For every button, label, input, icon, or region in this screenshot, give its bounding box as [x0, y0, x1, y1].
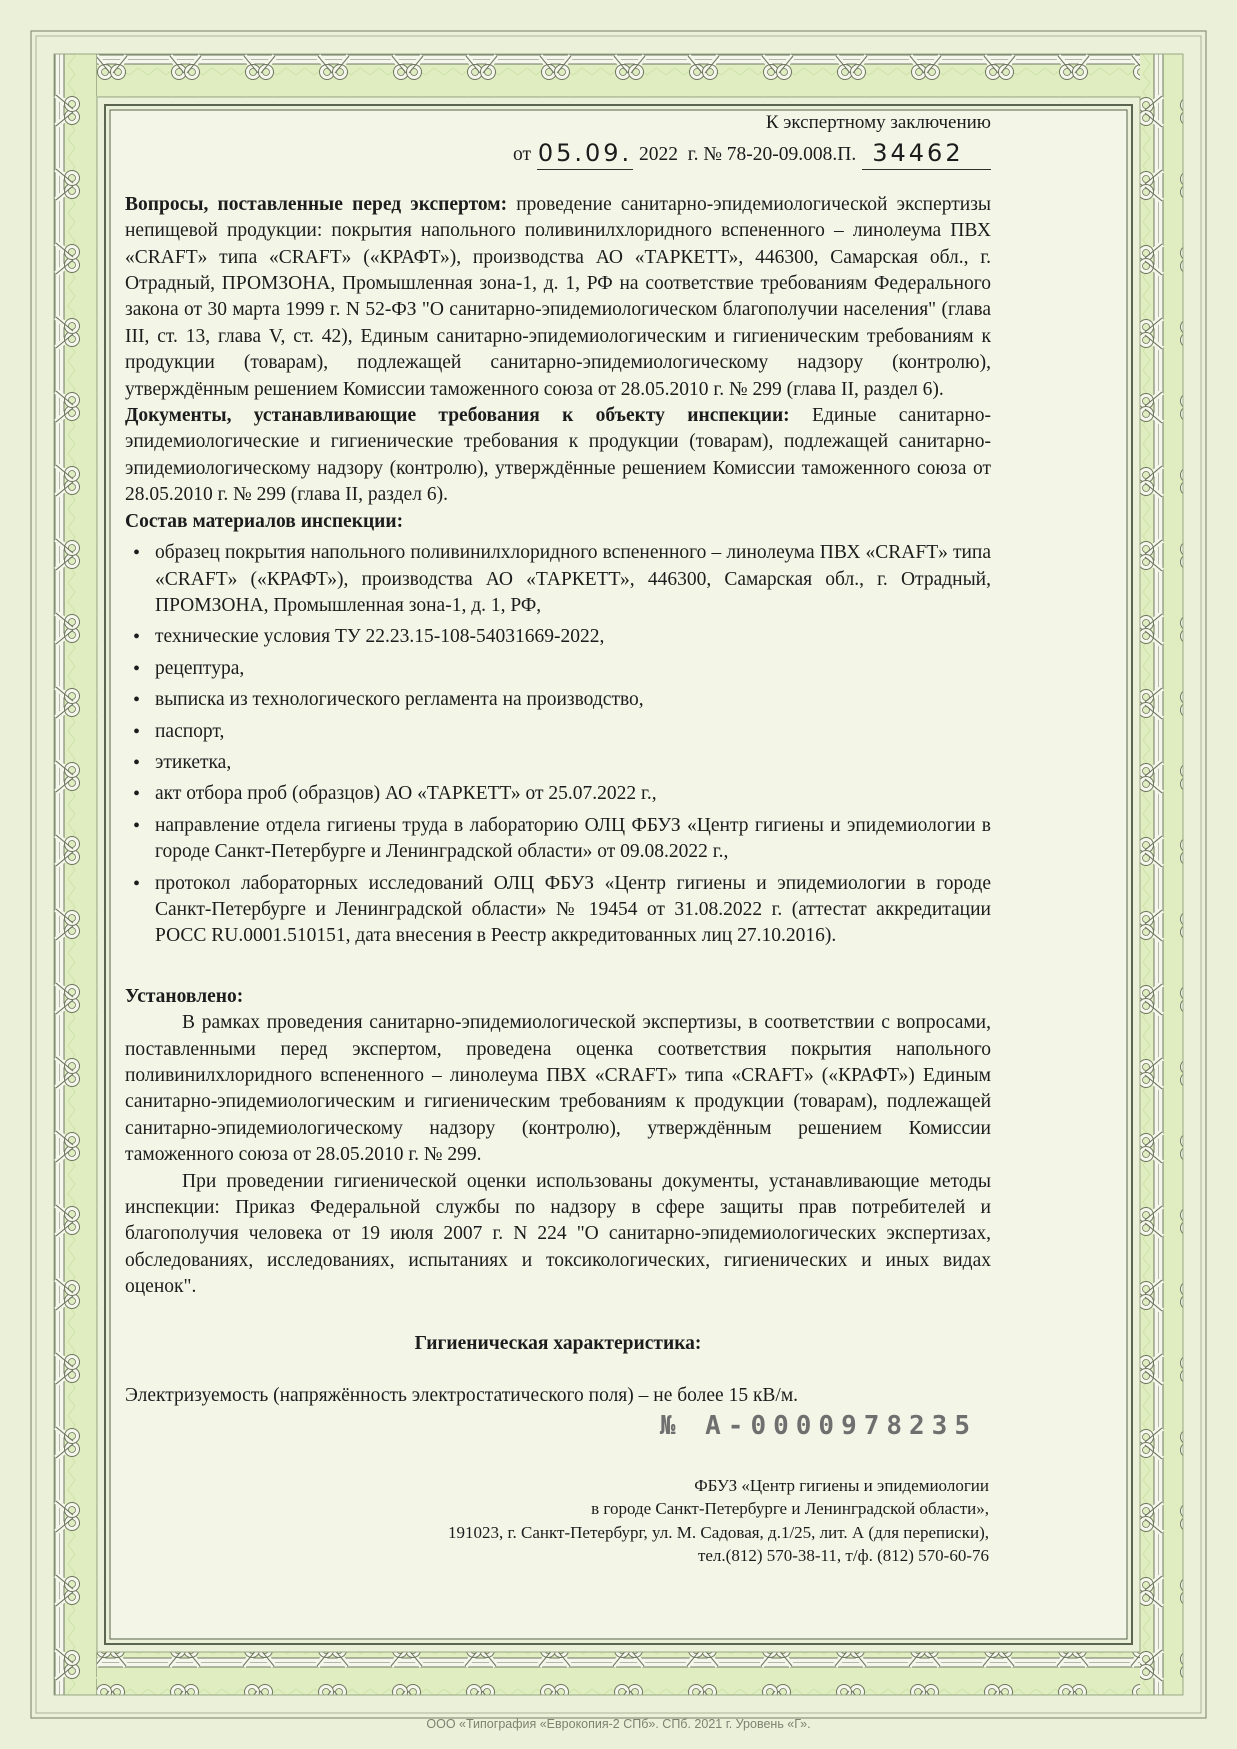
footer-line: 191023, г. Санкт-Петербург, ул. М. Садовая, д.1/25, лит. А (для переписки), — [447, 1522, 989, 1542]
issuer-footer — [125, 1474, 991, 1568]
footer-line: тел.(812) 570-38-11, т/ф. (812) 570-60-76 — [697, 1546, 989, 1566]
list-item: • выписка из технологического регламента на производство, — [125, 687, 991, 713]
list-item: • этикетка, — [125, 750, 991, 776]
established-label: Установлено: — [125, 985, 244, 1007]
materials-label: Состав материалов инспекции: — [125, 510, 404, 532]
list-item: • образец покрытия напольного поливинилхлоридного вспененного – линолеума ПВХ «CRAFT» типа «CRAFT» («КРАФТ»), производства АО «ТАРКЕТТ», 446300, Самарская обл., г. Отрадный, ПРОМЗОНА, Промышленная зона-1, д. 1, РФ, — [125, 540, 991, 619]
documents-text: Единые санитарно-эпидемиологические и гигиенические требования к продукции (товарам), подлежащей санитарно-эпидемиологическому надзору (контролю), утверждённые решением Комиссии таможенного союза от 28.05.2010 г. № 299 (глава II, раздел 6). — [125, 405, 992, 506]
ref-prefix: от — [513, 144, 532, 166]
questions-paragraph — [125, 192, 991, 403]
questions-text: проведение санитарно-эпидемиологической экспертизы непищевой продукции: покрытия напольного поливинилхлоридного вспененного – линолеума ПВХ «CRAFT» типа «CRAFT» («КРАФТ»), производства АО «ТАРКЕТТ», 446300, Самарская обл., г. Отрадный, ПРОМЗОНА, Промышленная зона-1, д. 1, РФ на соответствие требованиям Федерального закона от 30 марта 1999 г. N 52-ФЗ "О санитарно-эпидемиологическом благополучии населения" (глава III, ст. 13, глава V, ст. 42), Единым санитарно-эпидемиологическим и гигиеническим требованиям к продукции (товарам), подлежащей санитарно-эпидемиологическому надзору (контролю), утверждённым решением Комиссии таможенного союза от 28.05.2010 г. № 299 (глава II, раздел 6). — [125, 193, 991, 400]
ref-number-printed: 2022 г. № 78-20-09.008.П. — [639, 144, 857, 166]
list-item: • протокол лабораторных исследований ОЛЦ ФБУЗ «Центр гигиены и эпидемиологии в городе Санкт-Петербурге и Ленинградской области» № 19454 от 31.08.2022 г. (аттестат аккредитации РОСС RU.0001.510151, дата внесения в Реестр аккредитованных лиц 27.10.2016). — [125, 871, 991, 950]
established-paragraph-2: При проведении гигиенической оценки использованы документы, устанавливающие методы инспекции: Приказ Федеральной службы по надзору в сфере защиты прав потребителей и благополучия человека от 19 июля 2007 г. N 224 "О санитарно-эпидемиологических экспертизах, обследованиях, исследованиях, испытаниях и токсикологических, гигиенических и иных видах оценок". — [125, 1170, 991, 1298]
header-note: К экспертному заключению — [765, 112, 991, 133]
list-item: • технические условия ТУ 22.23.15-108-54031669-2022, — [125, 624, 991, 650]
document-body — [125, 110, 991, 1568]
documents-label: Документы, устанавливающие требования к объекту инспекции: — [125, 405, 790, 427]
list-item: • рецептура, — [125, 656, 991, 682]
hygienic-characteristic-text: Электризуемость (напряжённость электростатического поля) – не более 15 кВ/м. — [125, 1385, 799, 1407]
footer-line: в городе Санкт-Петербурге и Ленинградской области», — [591, 1499, 989, 1519]
list-item: • акт отбора проб (образцов) АО «ТАРКЕТТ» от 25.07.2022 г., — [125, 781, 991, 807]
printing-house-line: ООО «Типография «Еврокопия-2 СПб». СПб. 2021 г. Уровень «Г». — [426, 1717, 811, 1731]
documents-paragraph — [125, 403, 991, 509]
established-paragraph-1: В рамках проведения санитарно-эпидемиологической экспертизы, в соответствии с вопросами, поставленными перед экспертом, проведена оценка соответствия покрытия напольного поливинилхлоридного вспененного – линолеума ПВХ «CRAFT» типа «CRAFT» («КРАФТ») Единым санитарно-эпидемиологическим и гигиеническим требованиям к продукции (товарам), подлежащей санитарно-эпидемиологическому надзору (контролю), утверждённым решением Комиссии таможенного союза от 28.05.2010 г. № 299. — [125, 1012, 991, 1166]
reference-line — [513, 139, 991, 169]
footer-line: ФБУЗ «Центр гигиены и эпидемиологии — [694, 1475, 989, 1495]
handwritten-date: 05.09. — [537, 139, 633, 169]
hygienic-heading: Гигиеническая характеристика: — [414, 1332, 702, 1354]
form-serial-number: № А-0000978235 — [659, 1411, 977, 1442]
list-item: • паспорт, — [125, 719, 991, 745]
questions-label: Вопросы, поставленные перед экспертом: — [125, 193, 508, 215]
materials-list — [125, 540, 991, 950]
handwritten-number: 34462 — [862, 139, 991, 169]
list-item: • направление отдела гигиены труда в лабораторию ОЛЦ ФБУЗ «Центр гигиены и эпидемиологии в городе Санкт-Петербурге и Ленинградской области» от 09.08.2022 г., — [125, 813, 991, 866]
